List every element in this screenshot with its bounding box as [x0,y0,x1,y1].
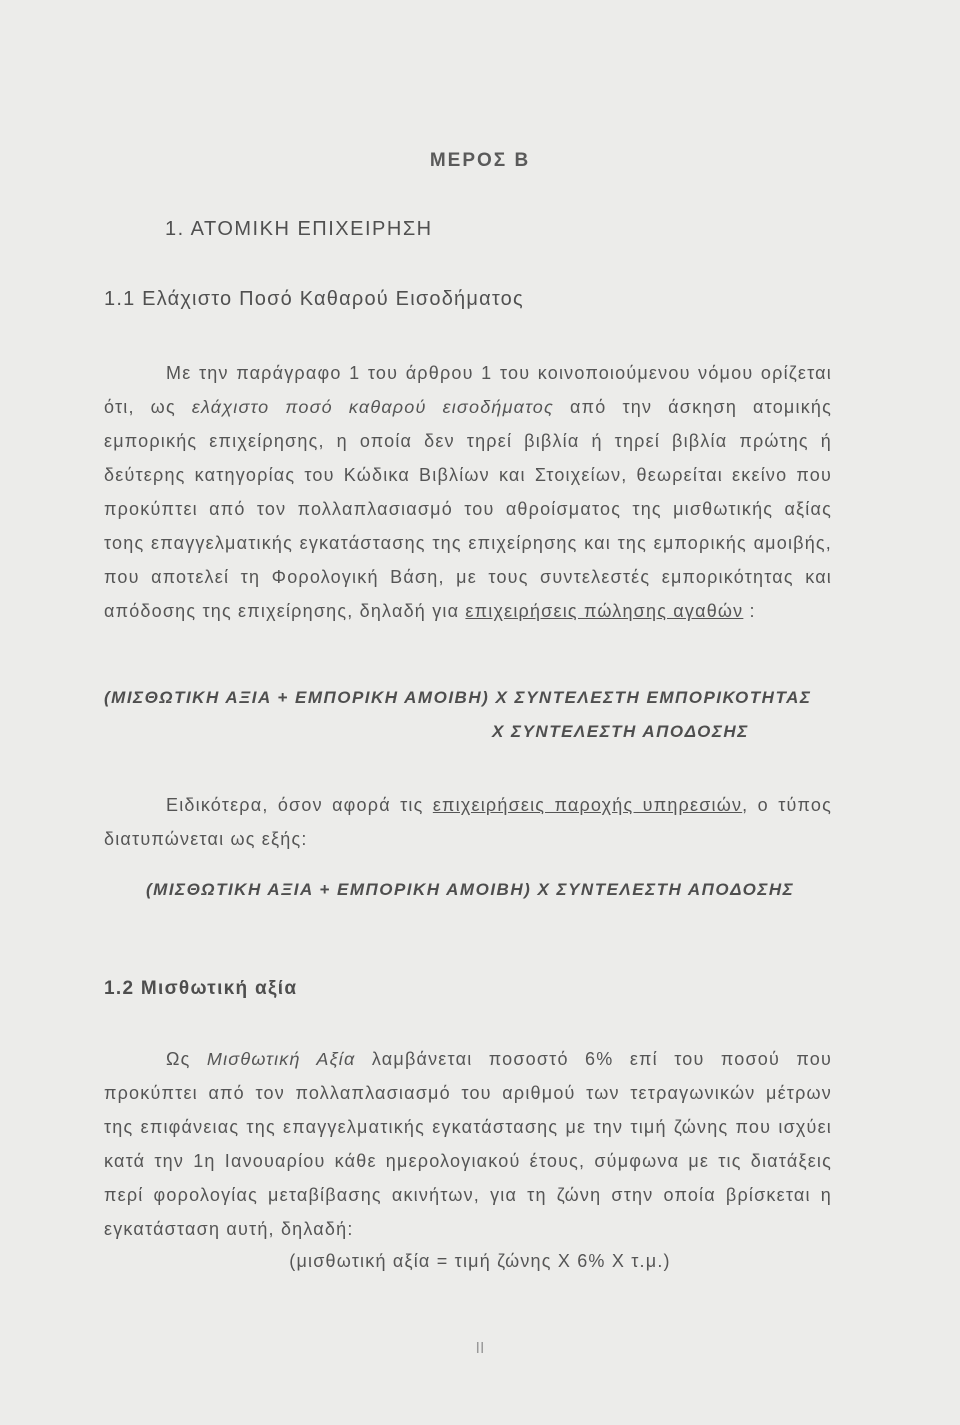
para2-text-b: , ο τύπος διατυπώνεται ως εξής: [104,795,832,849]
para1-italic-term: ελάχιστο ποσό καθαρού εισοδήματος [191,397,554,417]
para2-underlined-term: επιχειρήσεις παροχής υπηρεσιών [432,795,743,815]
para3-text-b: λαμβάνεται ποσοστό 6% επί του ποσού που προκύπτει από τον πολλαπλασιασμό του αριθμού των τετραγωνικών μέτρων της επιφάνειας της επαγγελματικής εγκατάστασης με την τιμή ζώνης που ισχύει κατά την 1η Ιανουαρίου κάθε ημερολογιακού έτους, σύμφωνα με τις διατάξεις περί φορολογίας μεταβίβασης ακινήτων, για τη ζώνη στην οποία βρίσκεται η εγκατάσταση αυτή, δηλαδή: [104,1049,833,1239]
section-heading-1: 1. ΑΤΟΜΙΚΗ ΕΠΙΧΕΙΡΗΣΗ [165,218,433,240]
formula-rental-value: (μισθωτική αξία = τιμή ζώνης Χ 6% Χ τ.μ.) [289,1251,671,1271]
part-title: ΜΕΡΟΣ Β [429,150,531,171]
para2-text-a: Ειδικότερα, όσον αφορά τις [166,795,433,815]
section-heading-1-2: 1.2 Μισθωτική αξία [104,978,298,999]
para3-italic-term: Μισθωτική Αξία [206,1049,356,1069]
para1-text-c: : [743,601,756,621]
formula-goods-line1: (ΜΙΣΘΩΤΙΚΗ ΑΞΙΑ + ΕΜΠΟΡΙΚΗ ΑΜΟΙΒΗ) Χ ΣΥΝΤΕΛΕΣΤΗ ΕΜΠΟΡΙΚΟΤΗΤΑΣ [104,688,812,707]
para3-text-a: Ως [166,1049,207,1069]
formula-goods-line2: Χ ΣΥΝΤΕΛΕΣΤΗ ΑΠΟΔΟΣΗΣ [492,722,749,741]
section-heading-1-1: 1.1 Ελάχιστο Ποσό Καθαρού Εισοδήματος [104,288,524,310]
para1-text-b: από την άσκηση ατομικής εμπορικής επιχείρησης, η οποία δεν τηρεί βιβλία ή τηρεί βιβλία πρώτης ή δεύτερης κατηγορίας του Κώδικα Βιβλίων και Στοιχείων, θεωρείται εκείνο που προκύπτει από τον πολλαπλασιασμό του αθροίσματος της μισθωτικής αξίας τοης επαγγελματικής εγκατάστασης της επιχείρησης και της εμπορικής αμοιβής, που αποτελεί τη Φορολογική Βάση, με τους συντελεστές εμπορικότητας και απόδοσης της επιχείρησης, δηλαδή για [104,397,832,621]
para1-underlined-term: επιχειρήσεις πώλησης αγαθών [465,601,744,621]
page-number: II [475,1340,485,1357]
formula-services: (ΜΙΣΘΩΤΙΚΗ ΑΞΙΑ + ΕΜΠΟΡΙΚΗ ΑΜΟΙΒΗ) Χ ΣΥΝΤΕΛΕΣΤΗ ΑΠΟΔΟΣΗΣ [146,880,795,899]
paragraph-rental-value [104,1042,832,1246]
paragraph-services [104,788,832,856]
para1-text-a: Με την παράγραφο 1 του άρθρου 1 του κοινοποιούμενου νόμου ορίζεται ότι, ως [104,363,832,417]
paragraph-minimum-income [104,356,832,628]
